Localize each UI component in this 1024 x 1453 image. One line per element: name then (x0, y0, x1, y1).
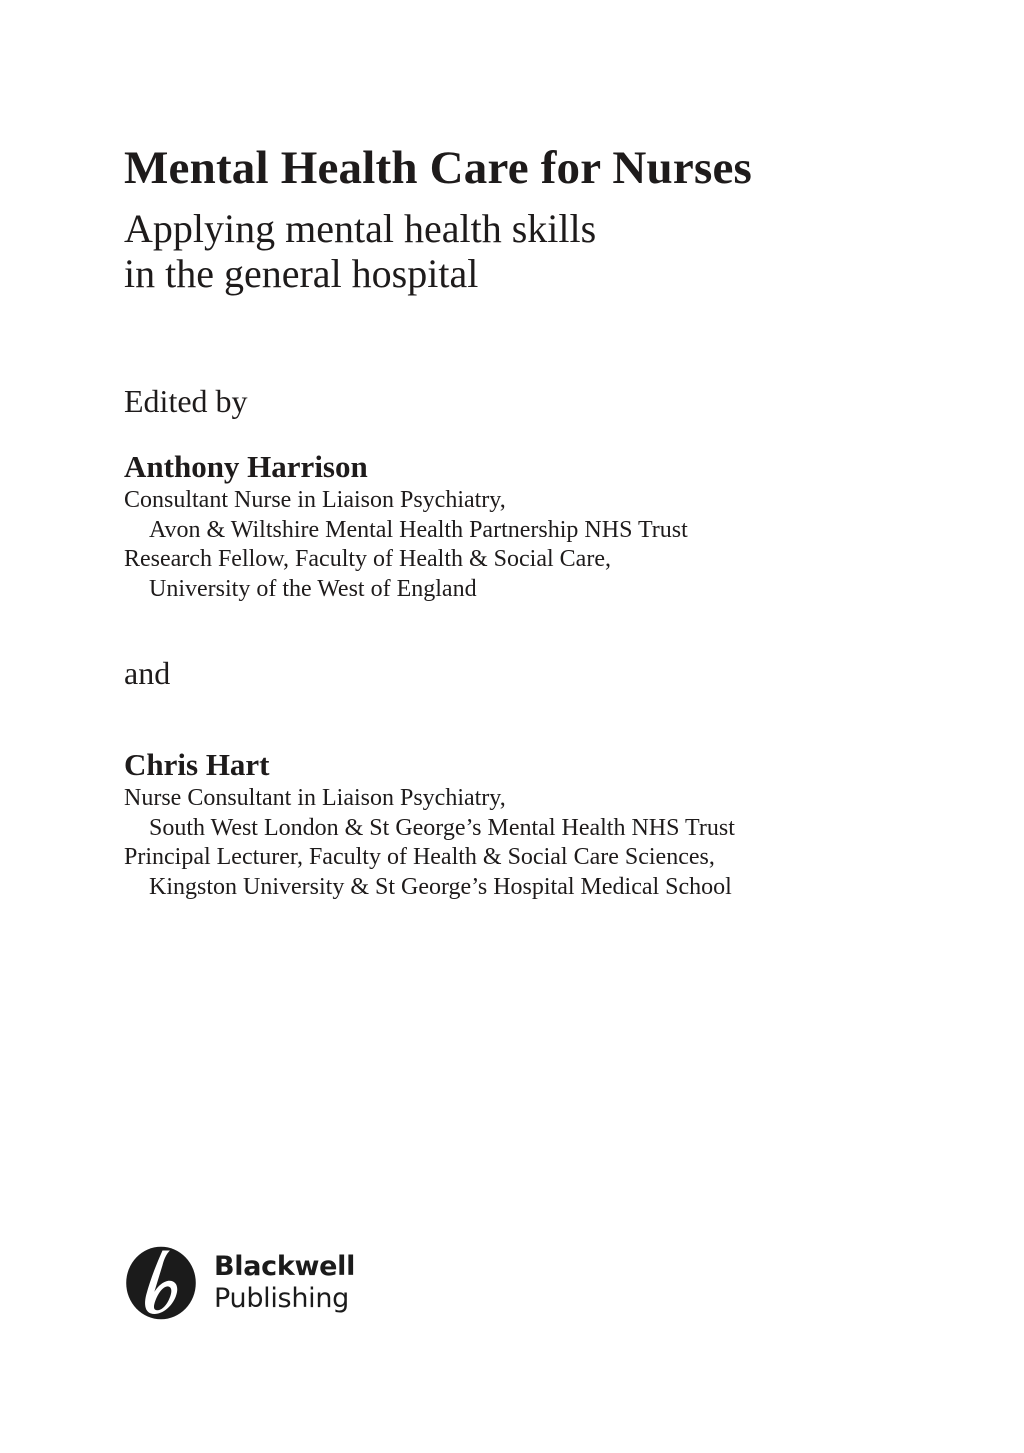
book-title: Mental Health Care for Nurses (124, 142, 752, 194)
subtitle-line-2: in the general hospital (124, 251, 479, 296)
editor-name: Chris Hart (124, 747, 270, 782)
editor-affiliation-line: South West London & St George’s Mental Health NHS Trust (149, 814, 735, 841)
editor-name: Anthony Harrison (124, 449, 368, 484)
editor-block (124, 450, 688, 604)
editor-affiliation-line: University of the West of England (149, 575, 477, 602)
editor-affiliation-line: Avon & Wiltshire Mental Health Partnership NHS Trust (149, 516, 688, 543)
editor-affiliation-line: Nurse Consultant in Liaison Psychiatry, (124, 785, 506, 811)
publisher-name (214, 1251, 355, 1315)
publisher-logo (124, 1246, 355, 1320)
edited-by-label: Edited by (124, 383, 248, 419)
publisher-name-line2: Publishing (214, 1283, 349, 1314)
conjunction-and: and (124, 655, 171, 691)
editor-affiliation-line: Research Fellow, Faculty of Health & Social Care, (124, 546, 611, 572)
editor-affiliation-line: Kingston University & St George’s Hospital Medical School (149, 873, 732, 900)
editor-affiliation-line: Consultant Nurse in Liaison Psychiatry, (124, 487, 506, 513)
editor-affiliation-line: Principal Lecturer, Faculty of Health & Social Care Sciences, (124, 844, 715, 870)
blackwell-b-circle-icon (124, 1246, 198, 1320)
editor-block (124, 748, 735, 902)
book-subtitle (124, 206, 596, 296)
publisher-name-line1: Blackwell (214, 1251, 356, 1282)
subtitle-line-1: Applying mental health skills (124, 206, 597, 251)
